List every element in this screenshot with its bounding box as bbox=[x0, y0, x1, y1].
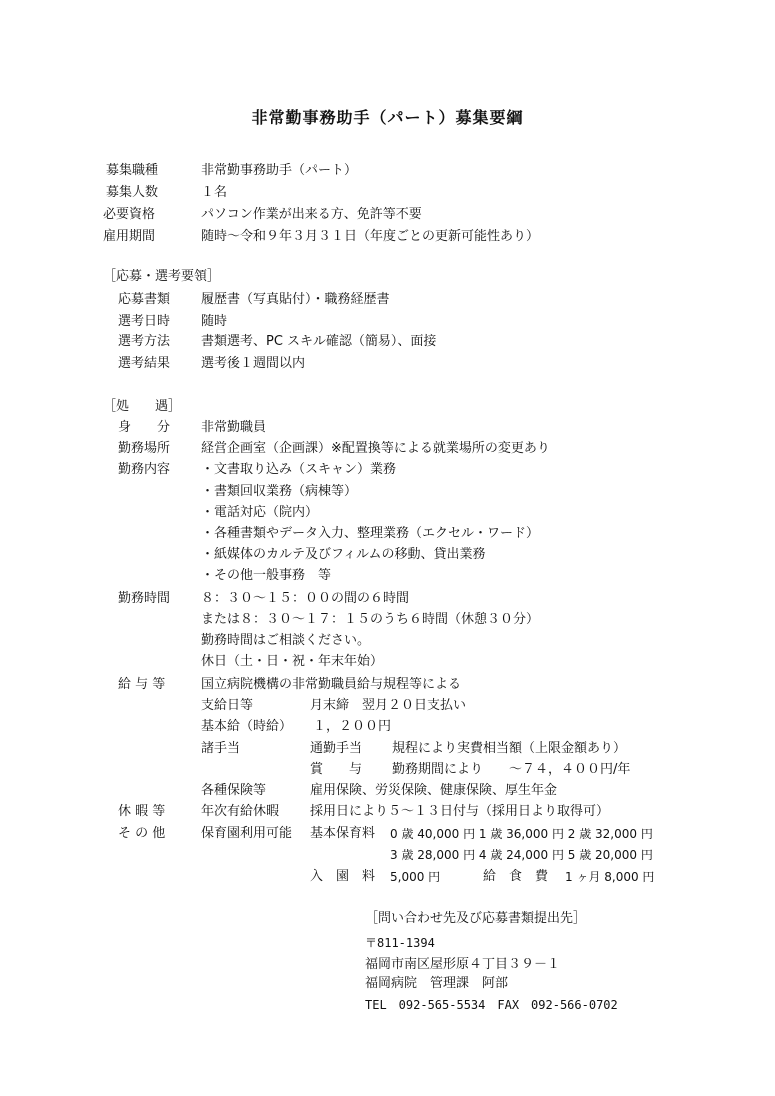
selection-heading: ［応募・選考要領］ bbox=[103, 269, 221, 284]
result-value: 選考後１週間以内 bbox=[201, 356, 306, 371]
period-value: 随時～令和９年３月３１日（年度ごとの更新可能性あり） bbox=[201, 229, 540, 244]
method-label: 選考方法 bbox=[118, 334, 171, 349]
nursery-fee-line: 3 歳 28,000 円 4 歳 24,000 円 5 歳 20,000 円 bbox=[390, 848, 653, 862]
duty-item: ・各種書類やデータ入力、整理業務（エクセル・ワード） bbox=[201, 526, 540, 541]
meal-fee-value: 1 ヶ月 8,000 円 bbox=[565, 870, 655, 884]
docs-label: 応募書類 bbox=[118, 292, 171, 307]
hours-label: 勤務時間 bbox=[118, 591, 171, 606]
selection-date-label: 選考日時 bbox=[118, 314, 171, 329]
contact-department: 福岡病院 管理課 阿部 bbox=[365, 976, 509, 991]
method-value: 書類選考、PC スキル確認（簡易）、面接 bbox=[201, 334, 437, 349]
meal-fee-label: 給 食 費 bbox=[483, 869, 549, 884]
base-pay-label: 基本給（時給） bbox=[201, 719, 293, 734]
entry-fee-value: 5,000 円 bbox=[390, 870, 441, 884]
duty-item: ・紙媒体のカルテ及びフィルムの移動、貸出業務 bbox=[201, 547, 486, 562]
docs-value: 履歴書（写真貼付）・職務経歴書 bbox=[201, 292, 390, 307]
payday-label: 支給日等 bbox=[201, 698, 254, 713]
qualification-value: パソコン作業が出来る方、免許等不要 bbox=[201, 207, 422, 222]
contact-zip: 〒811-1394 bbox=[365, 936, 435, 950]
base-pay-value: １，２００円 bbox=[313, 719, 392, 734]
payday-value: 月末締 翌月２０日支払い bbox=[310, 698, 467, 713]
nursery-base-label: 基本保育料 bbox=[310, 826, 376, 841]
count-label: 募集人数 bbox=[106, 185, 159, 200]
period-label: 雇用期間 bbox=[103, 229, 156, 244]
pay-label: 給 与 等 bbox=[118, 677, 166, 692]
pay-rule: 国立病院機構の非常勤職員給与規程等による bbox=[201, 677, 462, 692]
treatment-heading: ［処 遇］ bbox=[103, 399, 182, 414]
duties-label: 勤務内容 bbox=[118, 462, 171, 477]
leave-label: 休 暇 等 bbox=[118, 804, 166, 819]
hours-line: ８：３０～１５：００の間の６時間 bbox=[201, 591, 410, 606]
leave-value: 採用日により５～１３日付与（採用日より取得可） bbox=[310, 804, 610, 819]
bonus-value: 勤務期間により ～７４，４００円/年 bbox=[392, 762, 631, 777]
allowance-label: 諸手当 bbox=[201, 741, 241, 756]
duty-item: ・電話対応（院内） bbox=[201, 505, 319, 520]
count-value: １名 bbox=[201, 185, 228, 200]
page-title: 非常勤事務助手（パート）募集要綱 bbox=[251, 108, 524, 127]
status-label: 身 分 bbox=[118, 420, 171, 435]
entry-fee-label: 入 園 料 bbox=[310, 869, 376, 884]
insurance-value: 雇用保険、労災保険、健康保険、厚生年金 bbox=[310, 783, 558, 798]
qualification-label: 必要資格 bbox=[103, 207, 156, 222]
status-value: 非常勤職員 bbox=[201, 420, 267, 435]
nursery-fee-line: 0 歳 40,000 円 1 歳 36,000 円 2 歳 32,000 円 bbox=[390, 827, 653, 841]
position-value: 非常勤事務助手（パート） bbox=[201, 163, 358, 178]
insurance-label: 各種保険等 bbox=[201, 783, 267, 798]
selection-date-value: 随時 bbox=[201, 314, 228, 329]
nursery-label: 保育園利用可能 bbox=[201, 826, 293, 841]
result-label: 選考結果 bbox=[118, 356, 171, 371]
bonus-label: 賞 与 bbox=[310, 762, 363, 777]
hours-line: 休日（土・日・祝・年末年始） bbox=[201, 654, 384, 669]
leave-sub: 年次有給休暇 bbox=[201, 804, 280, 819]
commute-label: 通勤手当 bbox=[310, 741, 363, 756]
commute-value: 規程により実費相当額（上限金額あり） bbox=[392, 741, 627, 756]
contact-address: 福岡市南区屋形原４丁目３９－１ bbox=[365, 957, 561, 972]
position-label: 募集職種 bbox=[106, 163, 159, 178]
hours-line: 勤務時間はご相談ください。 bbox=[201, 633, 371, 648]
duty-item: ・その他一般事務 等 bbox=[201, 568, 332, 583]
place-value: 経営企画室（企画課）※配置換等による就業場所の変更あり bbox=[201, 441, 550, 456]
duty-item: ・文書取り込み（スキャン）業務 bbox=[201, 462, 397, 477]
hours-line: または８：３０～１７：１５のうち６時間（休憩３０分） bbox=[201, 612, 540, 627]
place-label: 勤務場所 bbox=[118, 441, 171, 456]
contact-phone: TEL 092-565-5534 FAX 092-566-0702 bbox=[365, 998, 618, 1012]
duty-item: ・書類回収業務（病棟等） bbox=[201, 484, 358, 499]
other-label: そ の 他 bbox=[118, 826, 166, 841]
contact-heading: ［問い合わせ先及び応募書類提出先］ bbox=[365, 911, 587, 926]
